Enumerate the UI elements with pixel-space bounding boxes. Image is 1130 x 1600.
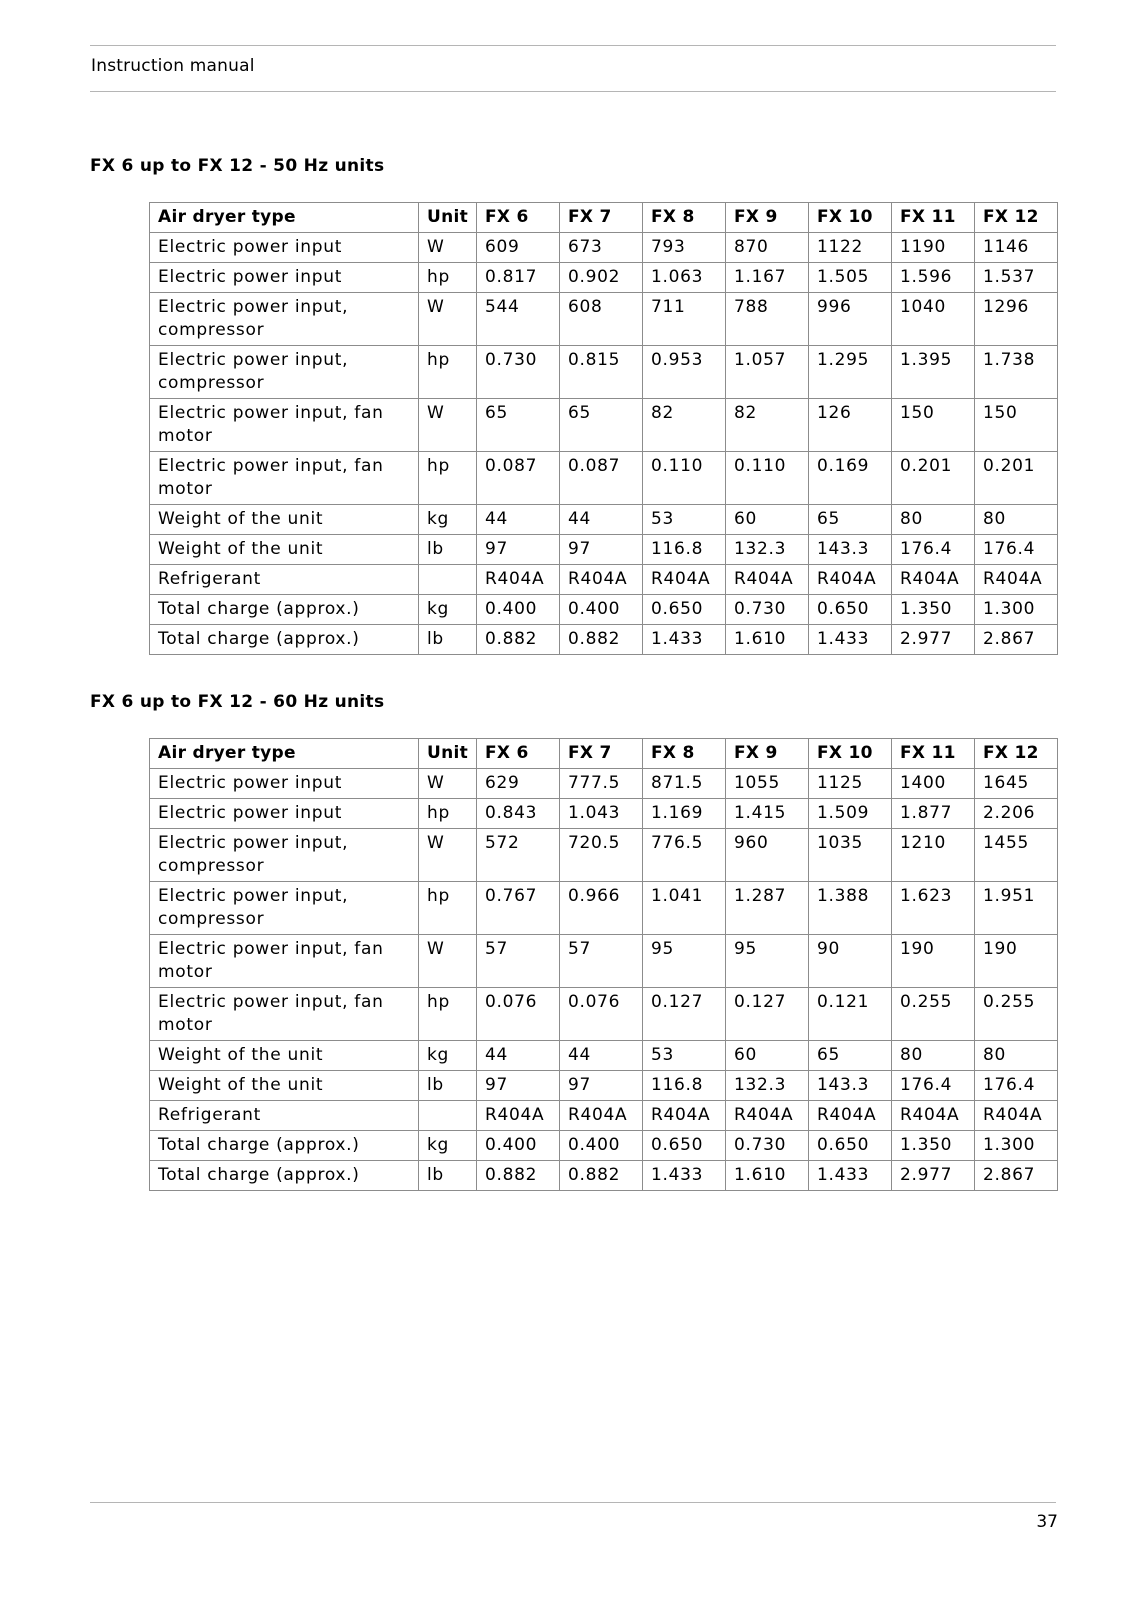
- value-cell: 150: [892, 399, 975, 452]
- column-header-type: Air dryer type: [150, 203, 419, 233]
- value-cell: 544: [477, 293, 560, 346]
- unit-cell: hp: [419, 882, 477, 935]
- value-cell: 1.623: [892, 882, 975, 935]
- value-cell: 44: [477, 1041, 560, 1071]
- value-cell: 60: [726, 505, 809, 535]
- value-cell: 1190: [892, 233, 975, 263]
- value-cell: 132.3: [726, 1071, 809, 1101]
- value-cell: 1040: [892, 293, 975, 346]
- unit-cell: kg: [419, 505, 477, 535]
- value-cell: 1.350: [892, 1131, 975, 1161]
- table-row: [150, 346, 1058, 399]
- value-cell: 0.817: [477, 263, 560, 293]
- value-cell: 1.433: [809, 1161, 892, 1191]
- unit-cell: W: [419, 829, 477, 882]
- row-label-cell: Electric power input: [150, 799, 419, 829]
- value-cell: 1.300: [975, 1131, 1058, 1161]
- value-cell: 1.951: [975, 882, 1058, 935]
- value-cell: 1.738: [975, 346, 1058, 399]
- value-cell: 609: [477, 233, 560, 263]
- value-cell: 90: [809, 935, 892, 988]
- value-cell: 80: [975, 505, 1058, 535]
- table-row: [150, 535, 1058, 565]
- column-header-model: FX 8: [643, 203, 726, 233]
- value-cell: 2.977: [892, 625, 975, 655]
- value-cell: 65: [809, 505, 892, 535]
- unit-cell: hp: [419, 346, 477, 399]
- value-cell: 190: [975, 935, 1058, 988]
- value-cell: 629: [477, 769, 560, 799]
- value-cell: 793: [643, 233, 726, 263]
- value-cell: 1.505: [809, 263, 892, 293]
- value-cell: 143.3: [809, 1071, 892, 1101]
- value-cell: 0.127: [726, 988, 809, 1041]
- value-cell: 53: [643, 1041, 726, 1071]
- value-cell: 176.4: [892, 1071, 975, 1101]
- table-row: [150, 882, 1058, 935]
- value-cell: 2.206: [975, 799, 1058, 829]
- value-cell: 44: [477, 505, 560, 535]
- value-cell: 0.767: [477, 882, 560, 935]
- value-cell: 0.730: [726, 595, 809, 625]
- value-cell: 673: [560, 233, 643, 263]
- table-row: [150, 452, 1058, 505]
- row-label-cell: Electric power input, fan motor: [150, 452, 419, 505]
- table-row: [150, 1161, 1058, 1191]
- unit-cell: W: [419, 769, 477, 799]
- value-cell: 776.5: [643, 829, 726, 882]
- value-cell: 116.8: [643, 1071, 726, 1101]
- value-cell: 1.169: [643, 799, 726, 829]
- value-cell: 1.433: [809, 625, 892, 655]
- value-cell: 572: [477, 829, 560, 882]
- column-header-type: Air dryer type: [150, 739, 419, 769]
- header-bottom-rule: [90, 91, 1056, 92]
- value-cell: 0.400: [560, 1131, 643, 1161]
- unit-cell: hp: [419, 988, 477, 1041]
- row-label-cell: Electric power input: [150, 263, 419, 293]
- value-cell: 0.110: [643, 452, 726, 505]
- document-header-title: Instruction manual: [91, 56, 255, 76]
- value-cell: 0.201: [892, 452, 975, 505]
- value-cell: 190: [892, 935, 975, 988]
- value-cell: 97: [477, 1071, 560, 1101]
- row-label-cell: Electric power input, compressor: [150, 346, 419, 399]
- row-label-cell: Weight of the unit: [150, 505, 419, 535]
- value-cell: 2.867: [975, 1161, 1058, 1191]
- value-cell: 1.041: [643, 882, 726, 935]
- value-cell: 871.5: [643, 769, 726, 799]
- table-title-60hz: FX 6 up to FX 12 - 60 Hz units: [90, 692, 385, 712]
- row-label-cell: Electric power input, fan motor: [150, 935, 419, 988]
- table-row: [150, 595, 1058, 625]
- row-label-cell: Weight of the unit: [150, 535, 419, 565]
- unit-cell: [419, 565, 477, 595]
- table-row: [150, 565, 1058, 595]
- value-cell: 0.882: [477, 625, 560, 655]
- table-header-row: [150, 203, 1058, 233]
- unit-cell: W: [419, 935, 477, 988]
- page-number: 37: [1036, 1512, 1058, 1532]
- value-cell: 65: [477, 399, 560, 452]
- value-cell: 0.815: [560, 346, 643, 399]
- value-cell: 0.076: [560, 988, 643, 1041]
- value-cell: 711: [643, 293, 726, 346]
- unit-cell: W: [419, 233, 477, 263]
- value-cell: 0.400: [477, 1131, 560, 1161]
- value-cell: 1.057: [726, 346, 809, 399]
- value-cell: R404A: [892, 1101, 975, 1131]
- value-cell: R404A: [892, 565, 975, 595]
- table-title-50hz: FX 6 up to FX 12 - 50 Hz units: [90, 156, 385, 176]
- table-row: [150, 1071, 1058, 1101]
- value-cell: 0.127: [643, 988, 726, 1041]
- column-header-model: FX 9: [726, 203, 809, 233]
- value-cell: 1.063: [643, 263, 726, 293]
- column-header-model: FX 8: [643, 739, 726, 769]
- value-cell: 0.730: [726, 1131, 809, 1161]
- value-cell: 126: [809, 399, 892, 452]
- value-cell: 0.882: [560, 625, 643, 655]
- unit-cell: lb: [419, 1071, 477, 1101]
- value-cell: 0.169: [809, 452, 892, 505]
- row-label-cell: Total charge (approx.): [150, 1161, 419, 1191]
- value-cell: R404A: [809, 1101, 892, 1131]
- value-cell: 65: [560, 399, 643, 452]
- value-cell: 1.395: [892, 346, 975, 399]
- row-label-cell: Electric power input, fan motor: [150, 988, 419, 1041]
- value-cell: 44: [560, 1041, 643, 1071]
- column-header-model: FX 7: [560, 739, 643, 769]
- row-label-cell: Electric power input: [150, 233, 419, 263]
- row-label-cell: Total charge (approx.): [150, 595, 419, 625]
- value-cell: 960: [726, 829, 809, 882]
- value-cell: R404A: [975, 565, 1058, 595]
- value-cell: 97: [560, 535, 643, 565]
- value-cell: 1400: [892, 769, 975, 799]
- value-cell: 0.882: [477, 1161, 560, 1191]
- value-cell: 1.350: [892, 595, 975, 625]
- unit-cell: kg: [419, 595, 477, 625]
- value-cell: 1.295: [809, 346, 892, 399]
- row-label-cell: Total charge (approx.): [150, 1131, 419, 1161]
- value-cell: 0.121: [809, 988, 892, 1041]
- value-cell: 1.610: [726, 1161, 809, 1191]
- value-cell: R404A: [560, 1101, 643, 1131]
- row-label-cell: Electric power input, compressor: [150, 882, 419, 935]
- value-cell: 608: [560, 293, 643, 346]
- value-cell: 996: [809, 293, 892, 346]
- row-label-cell: Electric power input, compressor: [150, 293, 419, 346]
- row-label-cell: Weight of the unit: [150, 1071, 419, 1101]
- unit-cell: kg: [419, 1131, 477, 1161]
- header-top-rule: [90, 45, 1056, 46]
- column-header-model: FX 6: [477, 739, 560, 769]
- value-cell: 0.400: [560, 595, 643, 625]
- value-cell: 0.650: [809, 595, 892, 625]
- column-header-unit: Unit: [419, 739, 477, 769]
- value-cell: 80: [975, 1041, 1058, 1071]
- value-cell: R404A: [477, 1101, 560, 1131]
- value-cell: 1.610: [726, 625, 809, 655]
- value-cell: R404A: [643, 565, 726, 595]
- value-cell: R404A: [643, 1101, 726, 1131]
- spec-table-60hz: [149, 738, 1058, 1191]
- value-cell: 870: [726, 233, 809, 263]
- value-cell: 1.509: [809, 799, 892, 829]
- unit-cell: hp: [419, 799, 477, 829]
- unit-cell: hp: [419, 452, 477, 505]
- value-cell: 44: [560, 505, 643, 535]
- value-cell: 57: [477, 935, 560, 988]
- value-cell: 150: [975, 399, 1058, 452]
- row-label-cell: Electric power input, fan motor: [150, 399, 419, 452]
- value-cell: 176.4: [975, 535, 1058, 565]
- value-cell: 1.877: [892, 799, 975, 829]
- row-label-cell: Electric power input: [150, 769, 419, 799]
- value-cell: 0.255: [892, 988, 975, 1041]
- value-cell: 1.287: [726, 882, 809, 935]
- footer-rule: [90, 1502, 1056, 1503]
- unit-cell: hp: [419, 263, 477, 293]
- column-header-model: FX 6: [477, 203, 560, 233]
- value-cell: 0.843: [477, 799, 560, 829]
- spec-table-50hz: [149, 202, 1058, 655]
- value-cell: 1455: [975, 829, 1058, 882]
- value-cell: 777.5: [560, 769, 643, 799]
- value-cell: 0.730: [477, 346, 560, 399]
- table-row: [150, 799, 1058, 829]
- unit-cell: lb: [419, 625, 477, 655]
- value-cell: 57: [560, 935, 643, 988]
- value-cell: 0.201: [975, 452, 1058, 505]
- value-cell: 80: [892, 505, 975, 535]
- value-cell: 1125: [809, 769, 892, 799]
- unit-cell: kg: [419, 1041, 477, 1071]
- unit-cell: lb: [419, 1161, 477, 1191]
- value-cell: 176.4: [892, 535, 975, 565]
- unit-cell: [419, 1101, 477, 1131]
- value-cell: 1.167: [726, 263, 809, 293]
- table-row: [150, 263, 1058, 293]
- value-cell: 0.110: [726, 452, 809, 505]
- table-row: [150, 399, 1058, 452]
- value-cell: 1.300: [975, 595, 1058, 625]
- value-cell: 2.867: [975, 625, 1058, 655]
- value-cell: 0.255: [975, 988, 1058, 1041]
- value-cell: 0.087: [560, 452, 643, 505]
- value-cell: 0.400: [477, 595, 560, 625]
- value-cell: 143.3: [809, 535, 892, 565]
- table-row: [150, 769, 1058, 799]
- value-cell: 65: [809, 1041, 892, 1071]
- column-header-model: FX 7: [560, 203, 643, 233]
- unit-cell: W: [419, 293, 477, 346]
- value-cell: 97: [560, 1071, 643, 1101]
- column-header-model: FX 10: [809, 739, 892, 769]
- value-cell: R404A: [477, 565, 560, 595]
- value-cell: 53: [643, 505, 726, 535]
- value-cell: 82: [726, 399, 809, 452]
- value-cell: 1.388: [809, 882, 892, 935]
- value-cell: 1.043: [560, 799, 643, 829]
- table-row: [150, 935, 1058, 988]
- value-cell: 2.977: [892, 1161, 975, 1191]
- value-cell: 788: [726, 293, 809, 346]
- value-cell: 1055: [726, 769, 809, 799]
- row-label-cell: Total charge (approx.): [150, 625, 419, 655]
- table-row: [150, 233, 1058, 263]
- value-cell: 0.966: [560, 882, 643, 935]
- value-cell: 176.4: [975, 1071, 1058, 1101]
- unit-cell: lb: [419, 535, 477, 565]
- value-cell: 720.5: [560, 829, 643, 882]
- value-cell: 60: [726, 1041, 809, 1071]
- value-cell: 0.087: [477, 452, 560, 505]
- value-cell: 95: [726, 935, 809, 988]
- value-cell: R404A: [809, 565, 892, 595]
- table-header-row: [150, 739, 1058, 769]
- table-row: [150, 505, 1058, 535]
- value-cell: 0.076: [477, 988, 560, 1041]
- value-cell: R404A: [560, 565, 643, 595]
- value-cell: R404A: [726, 1101, 809, 1131]
- value-cell: 0.882: [560, 1161, 643, 1191]
- row-label-cell: Refrigerant: [150, 565, 419, 595]
- value-cell: 1.433: [643, 1161, 726, 1191]
- value-cell: 1.537: [975, 263, 1058, 293]
- table-row: [150, 1101, 1058, 1131]
- value-cell: 1296: [975, 293, 1058, 346]
- column-header-model: FX 9: [726, 739, 809, 769]
- value-cell: 82: [643, 399, 726, 452]
- value-cell: 95: [643, 935, 726, 988]
- value-cell: 0.902: [560, 263, 643, 293]
- value-cell: R404A: [726, 565, 809, 595]
- value-cell: 132.3: [726, 535, 809, 565]
- value-cell: 1.596: [892, 263, 975, 293]
- row-label-cell: Refrigerant: [150, 1101, 419, 1131]
- row-label-cell: Electric power input, compressor: [150, 829, 419, 882]
- column-header-unit: Unit: [419, 203, 477, 233]
- value-cell: 1210: [892, 829, 975, 882]
- value-cell: 1645: [975, 769, 1058, 799]
- column-header-model: FX 12: [975, 739, 1058, 769]
- unit-cell: W: [419, 399, 477, 452]
- column-header-model: FX 10: [809, 203, 892, 233]
- table-row: [150, 829, 1058, 882]
- value-cell: 80: [892, 1041, 975, 1071]
- value-cell: 1035: [809, 829, 892, 882]
- value-cell: 0.650: [643, 1131, 726, 1161]
- column-header-model: FX 12: [975, 203, 1058, 233]
- table-row: [150, 988, 1058, 1041]
- value-cell: 1.433: [643, 625, 726, 655]
- table-row: [150, 625, 1058, 655]
- value-cell: 0.650: [809, 1131, 892, 1161]
- value-cell: 97: [477, 535, 560, 565]
- column-header-model: FX 11: [892, 739, 975, 769]
- value-cell: 0.953: [643, 346, 726, 399]
- value-cell: 0.650: [643, 595, 726, 625]
- value-cell: R404A: [975, 1101, 1058, 1131]
- value-cell: 1.415: [726, 799, 809, 829]
- table-row: [150, 1131, 1058, 1161]
- table-row: [150, 1041, 1058, 1071]
- value-cell: 1122: [809, 233, 892, 263]
- column-header-model: FX 11: [892, 203, 975, 233]
- table-row: [150, 293, 1058, 346]
- row-label-cell: Weight of the unit: [150, 1041, 419, 1071]
- value-cell: 1146: [975, 233, 1058, 263]
- value-cell: 116.8: [643, 535, 726, 565]
